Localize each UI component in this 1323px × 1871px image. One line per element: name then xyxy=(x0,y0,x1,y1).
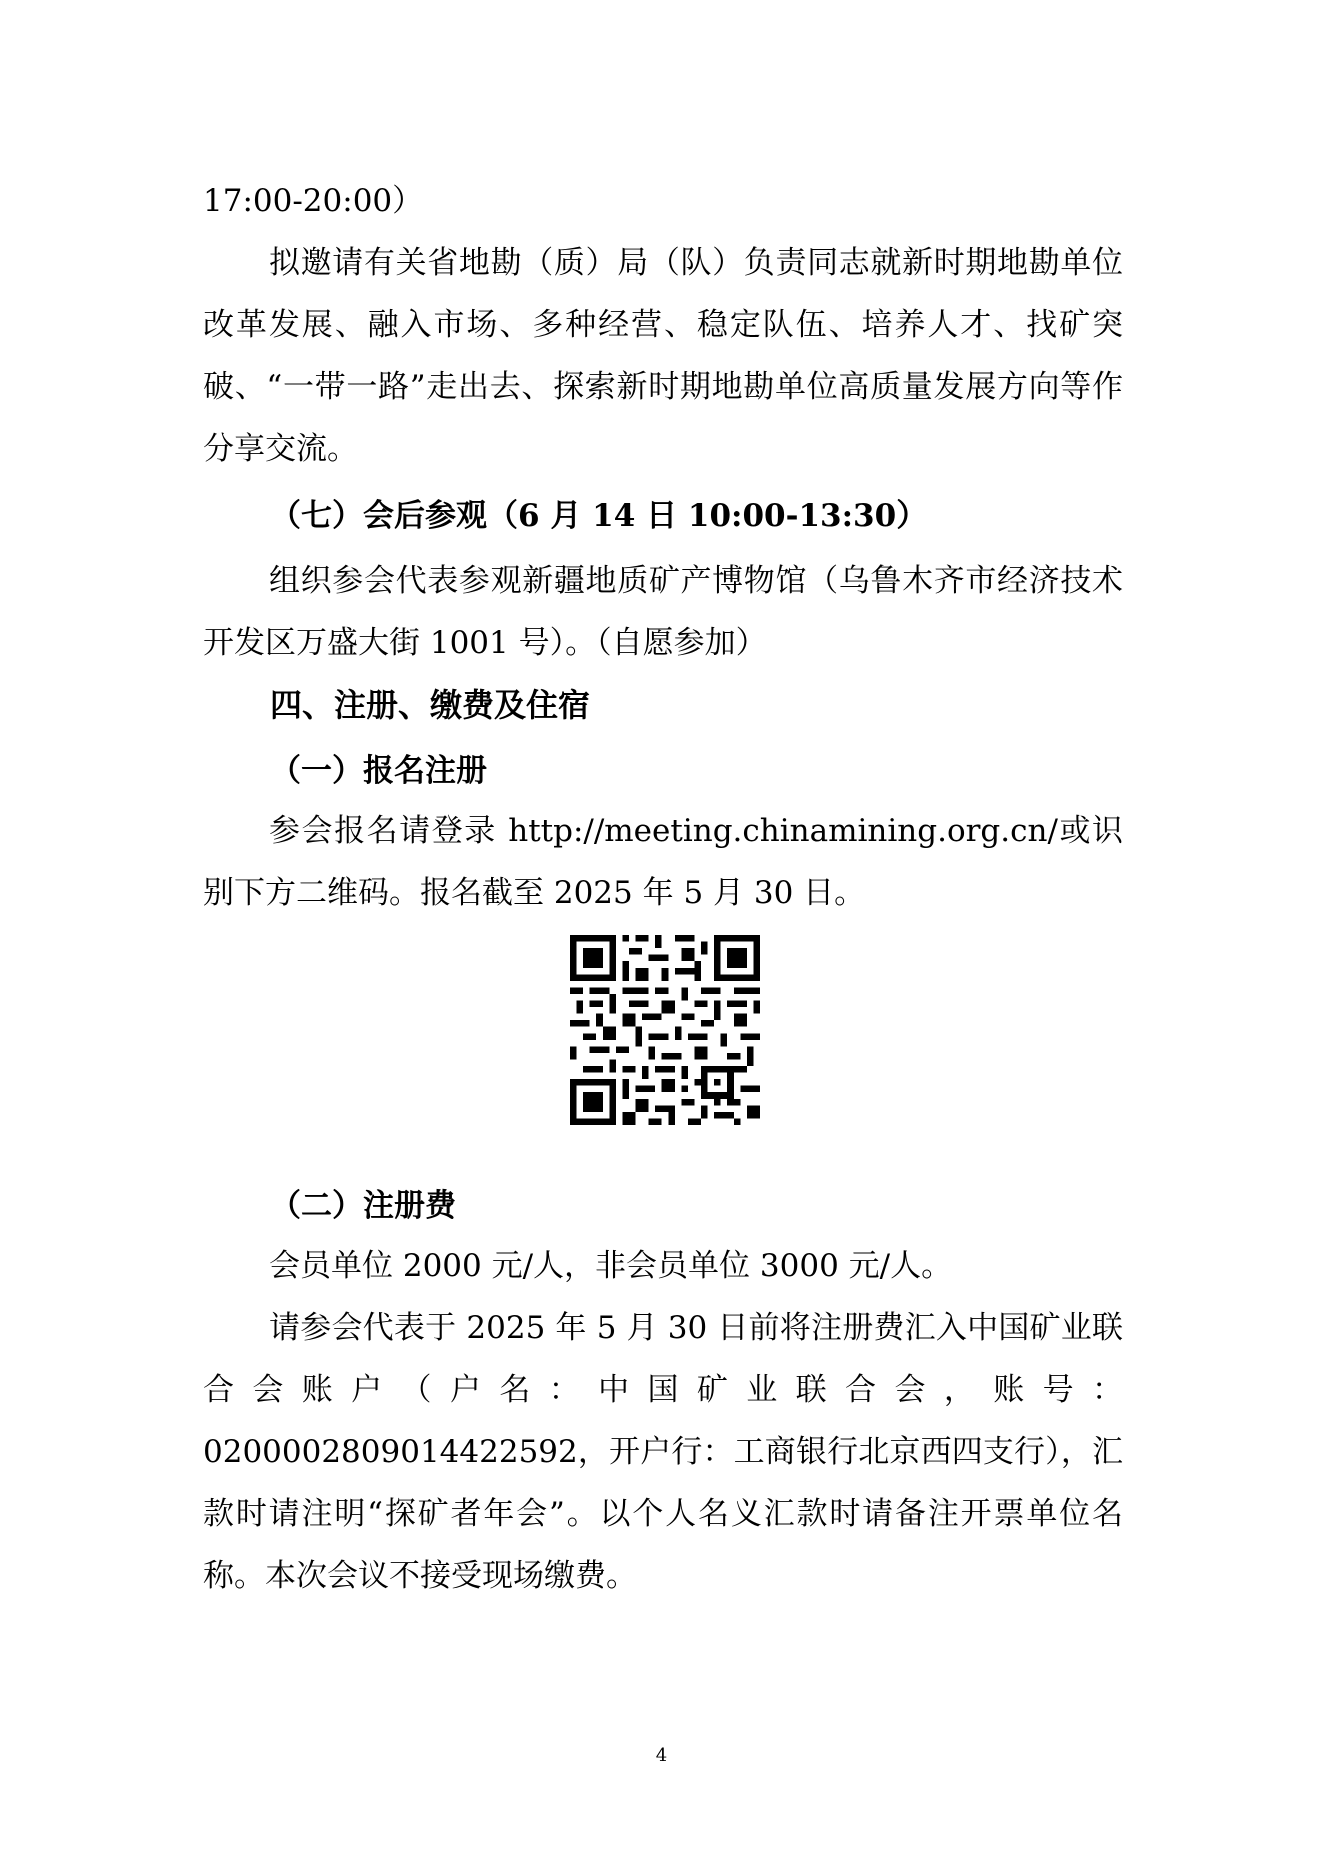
paragraph-registration: 参会报名请登录 http://meeting.chinamining.org.cn/或识别下方二维码。报名截至 2025 年 5 月 30 日。 xyxy=(203,813,1123,911)
qr-code-icon xyxy=(570,935,760,1125)
section-4-heading: 四、注册、缴费及住宿 xyxy=(270,686,591,724)
paragraph-fee: 会员单位 2000 元/人，非会员单位 3000 元/人。 xyxy=(269,1248,953,1284)
section-7-heading: （七）会后参观（6 月 14 日 10:00-13:30） xyxy=(270,498,928,534)
page-number: 4 xyxy=(655,1745,668,1766)
paragraph-visit: 组织参会代表参观新疆地质矿产博物馆（乌鲁木齐市经济技术开发区万盛大街 1001 号）。（自愿参加） xyxy=(203,563,1123,661)
paragraph-payment: 请参会代表于 2025 年 5 月 30 日前将注册费汇入中国矿业联合会账户（户名：中国矿业联合会，账号：0200002809014422592，开户行：工商银行北京西四支行），汇款时请注明“探矿者年会”。以个人名义汇款时请备注开票单位名称。本次会议不接受现场缴费。 xyxy=(203,1310,1123,1594)
registration-heading: （一）报名注册 xyxy=(270,753,487,789)
time-continuation: 17:00-20:00） xyxy=(203,183,424,219)
registration-fee-heading: （二）注册费 xyxy=(270,1188,456,1224)
paragraph-sharing: 拟邀请有关省地勘（质）局（队）负责同志就新时期地勘单位改革发展、融入市场、多种经营、稳定队伍、培养人才、找矿突破、“一带一路”走出去、探索新时期地勘单位高质量发展方向等作分享交流。 xyxy=(203,245,1123,467)
